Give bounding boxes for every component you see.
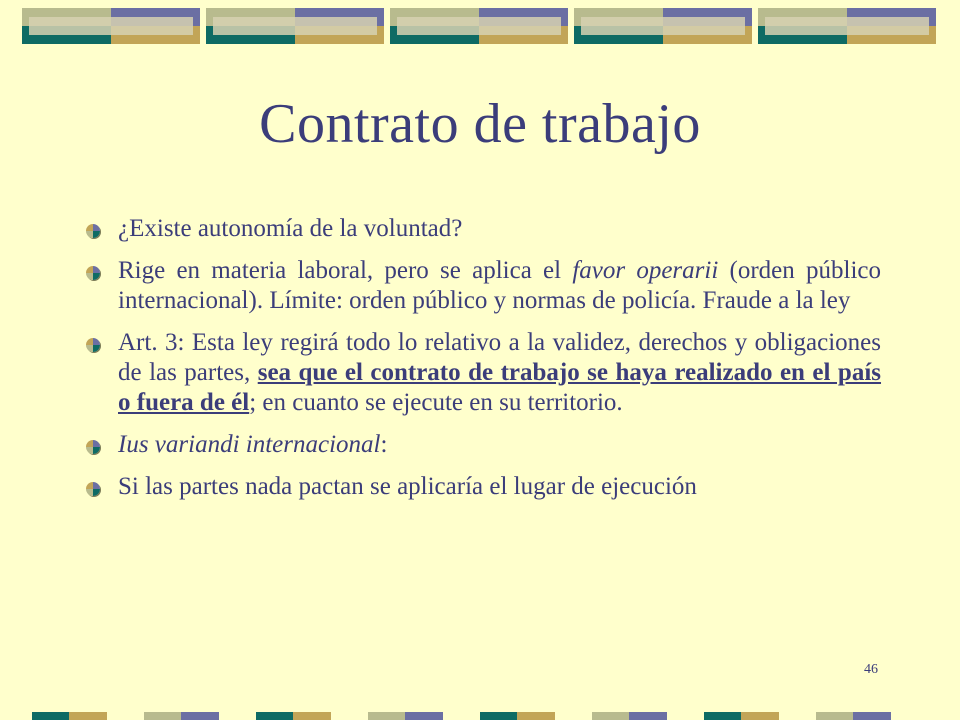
bullet-text: ¿Existe autonomía de la voluntad? xyxy=(118,215,463,242)
decor-tile xyxy=(574,8,752,44)
bullet-item xyxy=(86,472,881,502)
bullet-text-italic: favor operarii xyxy=(572,257,719,284)
bullet-text: : xyxy=(380,431,388,458)
bullet-item xyxy=(86,328,881,418)
bullet-text-italic: Ius variandi internacional xyxy=(118,431,381,458)
bullet-ball-icon xyxy=(86,338,100,352)
bullet-list xyxy=(86,214,881,514)
bullet-text: Art. 3: Esta ley regirá todo lo relativo a la validez, derechos y obligaciones de las partes, xyxy=(118,329,881,386)
bullet-item xyxy=(86,214,881,244)
bullet-ball-icon xyxy=(86,482,100,496)
bullet-ball-icon xyxy=(86,224,100,238)
decor-tile xyxy=(206,8,384,44)
bullet-text: ; en cuanto se ejecute en su territorio. xyxy=(249,389,623,416)
top-decorative-band xyxy=(22,8,938,44)
bullet-text: Rige en materia laboral, pero se aplica el xyxy=(118,257,573,284)
bullet-ball-icon xyxy=(86,266,100,280)
decor-tile xyxy=(22,8,200,44)
bullet-ball-icon xyxy=(86,440,100,454)
bullet-item xyxy=(86,256,881,316)
bullet-text-emphasis: sea que el contrato de trabajo se haya realizado en el país o fuera de él xyxy=(118,359,882,416)
bullet-text: (orden público internacional). Límite: orden público y normas de policía. Fraude a la ley xyxy=(118,257,881,314)
bottom-decorative-band xyxy=(32,712,928,720)
page-number: 46 xyxy=(864,662,878,677)
bullet-item xyxy=(86,430,881,460)
decor-tile xyxy=(758,8,936,44)
bullet-text: Si las partes nada pactan se aplicaría el lugar de ejecución xyxy=(118,473,697,500)
decor-tile xyxy=(390,8,568,44)
slide-title: Contrato de trabajo xyxy=(259,93,701,155)
